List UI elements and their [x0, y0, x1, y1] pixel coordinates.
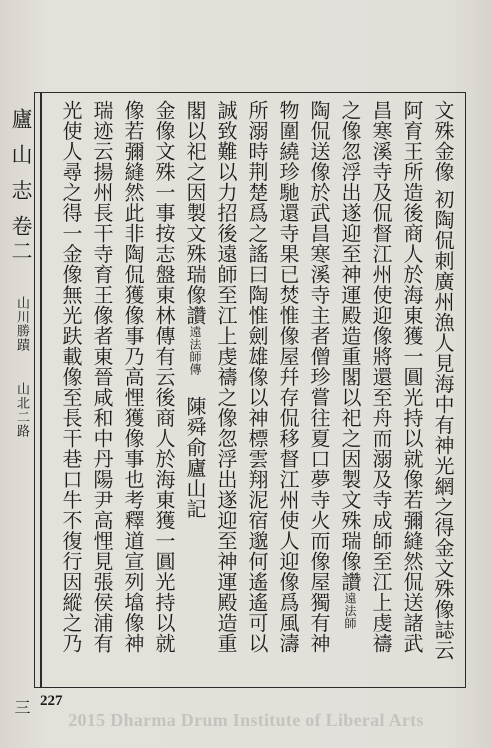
- text-column-1: 文殊金像 初陶侃刺廣州漁人見海中有神光網之得金文殊像誌云: [431, 100, 455, 661]
- inline-note: 遠法師: [343, 592, 357, 630]
- text-column-13: 光使人尋之得一金像無光趺載像至長干巷口牛不復行因縱之乃: [59, 100, 83, 654]
- page-number: 227: [40, 693, 63, 709]
- text-column-12: 瑞迹云揚州長干寺育王像者東晉咸和中丹陽尹高悝見張侯浦有: [90, 100, 114, 654]
- margin-page-tag: 三: [12, 699, 31, 720]
- text-column-2: 阿育王所造後商人於海東獲一圓光持以就像若彌縫然侃送諸武: [400, 100, 424, 654]
- inline-note: 遠法師傳: [188, 325, 202, 376]
- text-column-9: 閣以祀之因製文殊瑞像讚遠法師傳 陳舜俞廬山記: [183, 100, 207, 519]
- section-sub-label: 山北二路: [14, 382, 29, 439]
- text-column-4: 之像忽浮出遂迎至神運殿造重閣以祀之因製文殊瑞像讚遠法師: [338, 100, 362, 630]
- text-column-11: 像若彌縫然此非陶侃獲像事乃高悝獲像事也考釋道宣列墖像神: [121, 100, 145, 654]
- text-column-7: 所溺時荆楚爲之謠曰陶惟劍雄像以神標雲翔泥宿邈何遙遙可以: [245, 100, 269, 654]
- text-column-10: 金像文殊一事按志盤東林傳有云後商人於海東獲一圓光持以就: [152, 100, 176, 654]
- text-column-5: 陶侃送像於武昌寒溪寺主者僧珍嘗往夏口夢寺火而像屋獨有神: [307, 100, 331, 654]
- margin-divider: [40, 92, 42, 688]
- text-column-8: 誠致難以力招後遠師至江上虔禱之像忽浮出遂迎至神運殿造重: [214, 100, 238, 654]
- text-column-3: 昌寒溪寺及侃督江州使迎像將還至舟而溺及寺成師至江上虔禱: [369, 100, 393, 654]
- author-line: 陳舜俞廬山記: [183, 396, 207, 519]
- volume-label: 卷二: [9, 215, 33, 266]
- text-column-6: 物圍繞珍馳還寺果已焚惟像屋幷存侃移督江州使人迎像爲風濤: [276, 100, 300, 654]
- section-label: 山川勝蹟: [14, 295, 29, 352]
- book-title: 廬 山 志: [9, 108, 33, 205]
- margin-header: [8, 108, 34, 720]
- watermark: 2015 Dharma Drum Institute of Liberal Arts: [68, 710, 424, 730]
